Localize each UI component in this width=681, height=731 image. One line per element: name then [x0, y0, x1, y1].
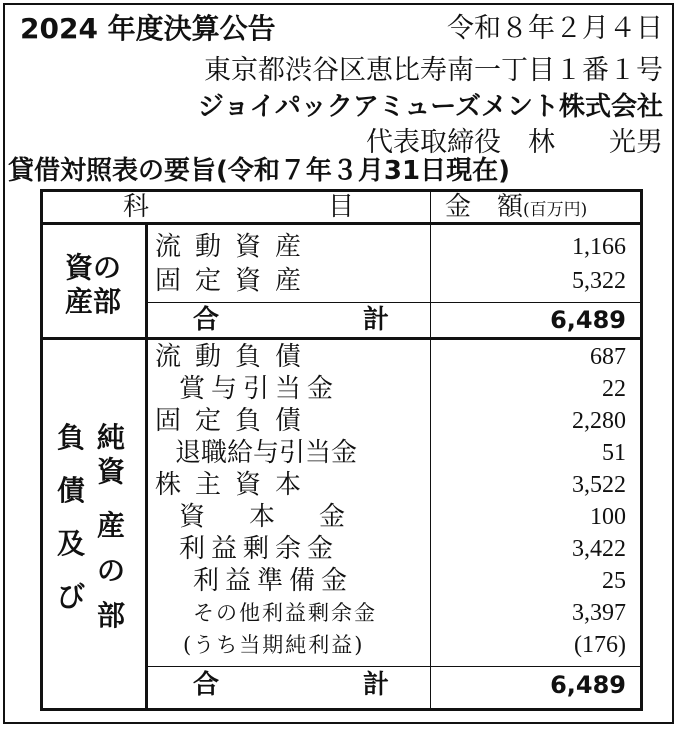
liab-row-label: 退職給与引当金: [175, 438, 358, 468]
asset-row-label: 固定資産: [155, 266, 316, 296]
summary-title: 貸借対照表の要旨(令和７年３月31日現在): [8, 156, 510, 186]
header-item-a: 科: [123, 192, 150, 222]
liab-label-2: 部: [97, 599, 126, 632]
liab-total-label-a: 合: [193, 670, 220, 700]
assets-total-rule: [145, 302, 640, 303]
liab-row-label: 株主資本: [155, 470, 316, 500]
header-amount-unit: (百万円): [523, 200, 588, 220]
representative: 代表取締役 林 光男: [366, 127, 663, 158]
asset-row-value: 5,322: [572, 268, 626, 294]
liab-label-2: の: [97, 554, 126, 587]
liab-row-value: 3,422: [572, 536, 626, 562]
header-rule: [43, 222, 640, 225]
liab-label-1: 債: [57, 474, 86, 507]
liab-row-value: 2,280: [572, 408, 626, 434]
section-divider: [43, 337, 640, 340]
liab-label-1: び: [57, 580, 86, 613]
amount-column-divider: [430, 192, 431, 708]
liab-total-label-b: 計: [363, 670, 390, 700]
liab-row-label: 利益剰余金: [179, 534, 340, 564]
assets-total-label-a: 合: [193, 305, 220, 335]
liab-row-label: その他利益剰余金: [193, 601, 377, 625]
assets-section-label-b: 産部: [65, 285, 122, 318]
liab-row-value: 3,522: [572, 472, 626, 498]
notice-date: 令和８年２月４日: [447, 13, 663, 44]
liab-label-2: 純: [97, 421, 126, 454]
liab-label-1: 負: [57, 421, 86, 454]
company-name: ジョイパックアミューズメント株式会社: [197, 92, 663, 122]
assets-total-value: 6,489: [550, 306, 626, 334]
label-column-divider: [145, 224, 148, 708]
liab-row-value: 22: [602, 376, 626, 402]
assets-section-label-a: 資の: [65, 251, 122, 284]
balance-sheet-table: [40, 189, 643, 711]
liab-row-label: 資本金: [179, 502, 390, 532]
liab-row-value: (176): [574, 632, 626, 658]
liab-row-label: 固定負債: [155, 406, 316, 436]
liab-label-1: 及: [57, 527, 86, 560]
liab-total-value: 6,489: [550, 671, 626, 699]
liab-row-label: 利益準備金: [193, 566, 354, 596]
liab-row-label: 賞与引当金: [179, 374, 340, 404]
notice-title: 2024 年度決算公告: [20, 12, 276, 45]
liab-row-label: (うち当期純利益): [183, 633, 365, 657]
header-amount: [445, 192, 587, 225]
asset-row-value: 1,166: [572, 234, 626, 260]
liab-label-2: 産: [97, 509, 126, 542]
header-item-b: 目: [328, 192, 355, 222]
liab-label-2: 資: [97, 455, 126, 488]
liab-row-value: 3,397: [572, 600, 626, 626]
liab-row-value: 687: [590, 344, 626, 370]
liab-row-value: 25: [602, 568, 626, 594]
liab-row-value: 51: [602, 440, 626, 466]
company-address: 東京都渋谷区恵比寿南一丁目１番１号: [204, 55, 663, 86]
assets-total-label-b: 計: [363, 305, 390, 335]
liab-row-value: 100: [590, 504, 626, 530]
liab-total-rule: [145, 666, 640, 667]
header-amount-label: 金 額: [445, 192, 524, 222]
asset-row-label: 流動資産: [155, 232, 316, 262]
liab-row-label: 流動負債: [155, 342, 316, 372]
